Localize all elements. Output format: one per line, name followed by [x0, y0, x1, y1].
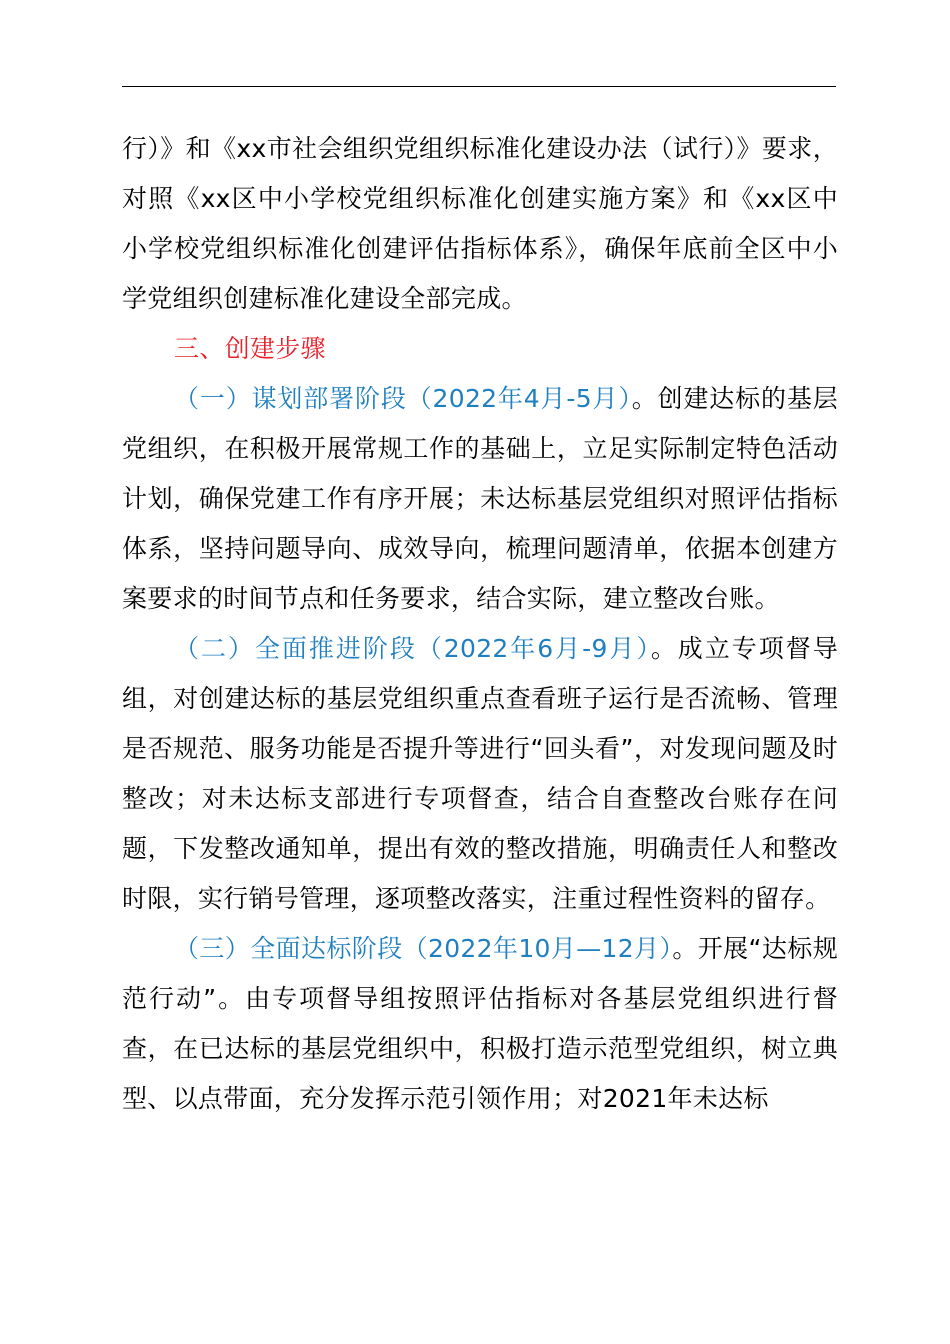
stage-1-text: 。创建达标的基层党组织，在积极开展常规工作的基础上，立足实际制定特色活动计划，确保党建工作有序开展；未达标基层党组织对照评估指标体系，坚持问题导向、成效导向，梳理问题清单，依据本创建方案要求的时间节点和任务要求，结合实际，建立整改台账。	[122, 384, 838, 613]
stage-3-text: 。开展“达标规范行动”。由专项督导组按照评估指标对各基层党组织进行督查，在已达标的基层党组织中，积极打造示范型党组织，树立典型、以点带面，充分发挥示范引领作用；对2021年未达标	[122, 934, 838, 1113]
paragraph-text: 行）》和《xx市社会组织党组织标准化建设办法（试行）》要求，对照《xx区中小学校党组织标准化创建实施方案》和《xx区中小学校党组织标准化创建评估指标体系》，确保年底前全区中小学党组织创建标准化建设全部完成。	[122, 134, 838, 313]
stage-1-heading: （一）谋划部署阶段（2022年4月-5月）	[174, 384, 632, 413]
document-body	[122, 124, 838, 1124]
header-rule	[122, 86, 836, 87]
stage-2-text: 。成立专项督导组，对创建达标的基层党组织重点查看班子运行是否流畅、管理是否规范、服务功能是否提升等进行“回头看”，对发现问题及时整改；对未达标支部进行专项督查，结合自查整改台账存在问题，下发整改通知单，提出有效的整改措施，明确责任人和整改时限，实行销号管理，逐项整改落实，注重过程性资料的留存。	[122, 634, 838, 913]
paragraph-stage-3	[122, 924, 838, 1124]
section-heading-steps	[122, 324, 838, 374]
paragraph-requirements	[122, 124, 838, 324]
stage-2-heading: （二）全面推进阶段（2022年6月-9月）	[174, 634, 651, 663]
section-heading: 三、创建步骤	[174, 334, 326, 363]
paragraph-stage-2	[122, 624, 838, 924]
paragraph-stage-1	[122, 374, 838, 624]
stage-3-heading: （三）全面达标阶段（2022年10月—12月）	[174, 934, 673, 963]
